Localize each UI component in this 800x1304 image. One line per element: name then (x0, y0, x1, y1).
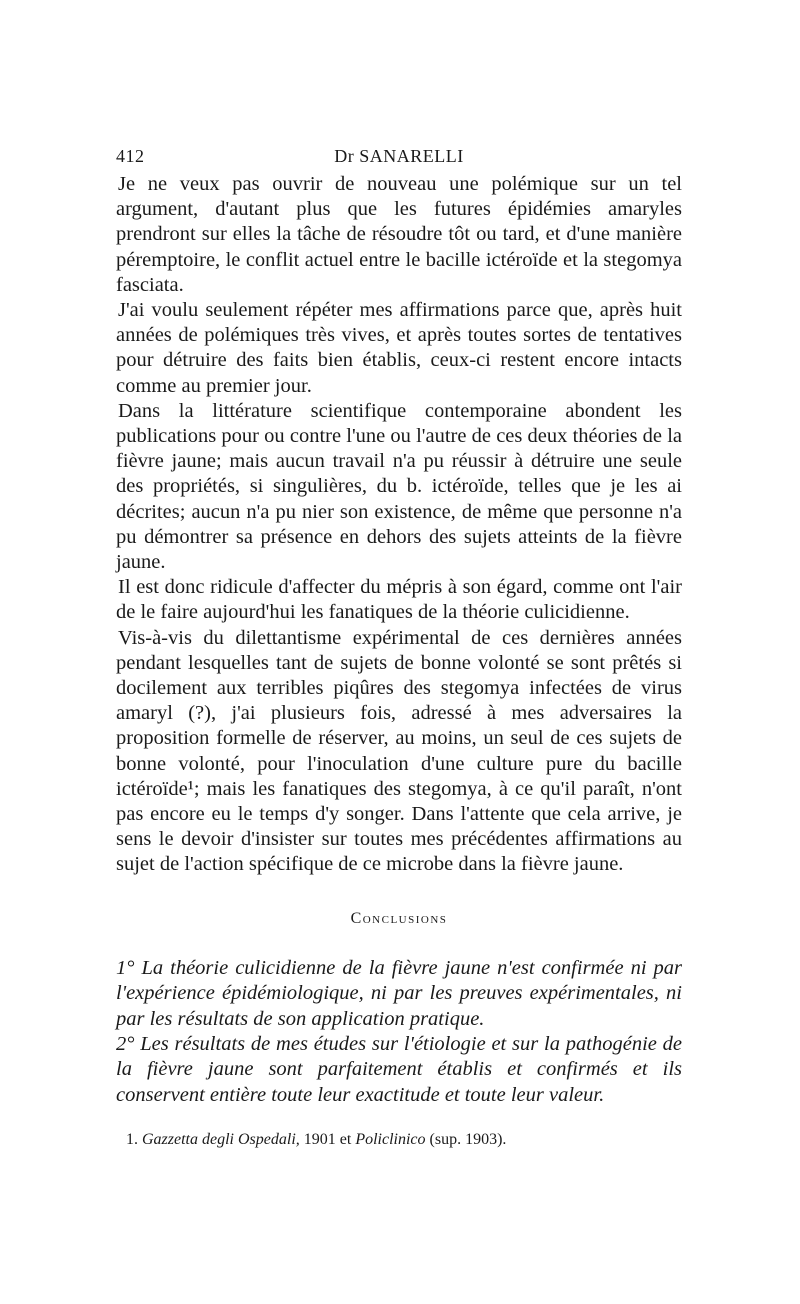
conclusions-list (116, 956, 682, 1108)
paragraph-3: Dans la littérature scientifique contemporaine abondent les publications pour ou contre l'une ou l'autre de ces deux théories de la fièvre jaune; mais aucun travail n'a pu réussir à détruire une seule des propriétés, si singulières, du b. ictéroïde, telles que je les ai décrites; aucun n'a pu nier son existence, de même que personne n'a pu démontrer sa présence en dehors des sujets atteints de la fièvre jaune. (116, 399, 682, 574)
running-title: Dr SANARELLI (334, 146, 464, 166)
paragraph-2: J'ai voulu seulement répéter mes affirmations parce que, après huit années de polémiques très vives, et après toutes sortes de tentatives pour détruire des faits bien établis, ceux-ci restent encore intacts comme au premier jour. (116, 299, 682, 397)
conclusion-item-2: 2° Les résultats de mes études sur l'étiologie et sur la pathogénie de la fièvre jaune sont parfaitement établis et confirmés et ils conservent entière toute leur exactitude et toute leur valeur. (116, 1032, 682, 1106)
paragraph-5: Vis-à-vis du dilettantisme expérimental de ces dernières années pendant lesquelles tant de sujets de bonne volonté se sont prêtés si docilement aux terribles piqûres des stegomya infectées de virus amaryl (?), j'ai plusieurs fois, adressé à mes adversaires la proposition formelle de réserver, au moins, un seul de ces sujets de bonne volonté, pour l'inoculation d'une culture pure du bacille ictéroïde¹; mais les fanatiques des stegomya, à ce qu'il paraît, n'ont pas encore eu le temps d'y songer. Dans l'attente que cela arrive, je sens le devoir d'insister sur toutes mes précédentes affirmations au sujet de l'action spécifique de ce microbe dans la fièvre jaune. (116, 626, 682, 876)
document-page (116, 142, 682, 1150)
conclusion-item-1: 1° La théorie culicidienne de la fièvre jaune n'est confirmée ni par l'expérience épidémiologique, ni par les preuves expérimentales, ni par les résultats de son application pratique. (116, 956, 682, 1030)
footnote-marker: 1. (126, 1131, 138, 1149)
paragraph-4: Il est donc ridicule d'affecter du mépris à son égard, comme ont l'air de le faire aujourd'hui les fanatiques de la théorie culicidienne. (116, 576, 682, 624)
running-header (116, 142, 682, 172)
footnote (116, 1130, 682, 1150)
paragraph-1: Je ne veux pas ouvrir de nouveau une polémique sur un tel argument, d'autant plus que les futures épidémies amaryles prendront sur elles la tâche de résoudre tôt ou tard, et d'une manière péremptoire, le conflit actuel entre le bacille ictéroïde et la stegomya fasciata. (116, 173, 682, 296)
footnote-middle: 1901 et (299, 1131, 356, 1149)
footnote-tail: (sup. 1903). (425, 1131, 507, 1149)
footnote-source-1: Gazzetta degli Ospedali, (142, 1131, 300, 1149)
page-number: 412 (116, 146, 145, 166)
body-text (116, 172, 682, 878)
conclusions-heading: Conclusions (350, 909, 448, 927)
footnote-source-2: Policlinico (355, 1131, 426, 1149)
